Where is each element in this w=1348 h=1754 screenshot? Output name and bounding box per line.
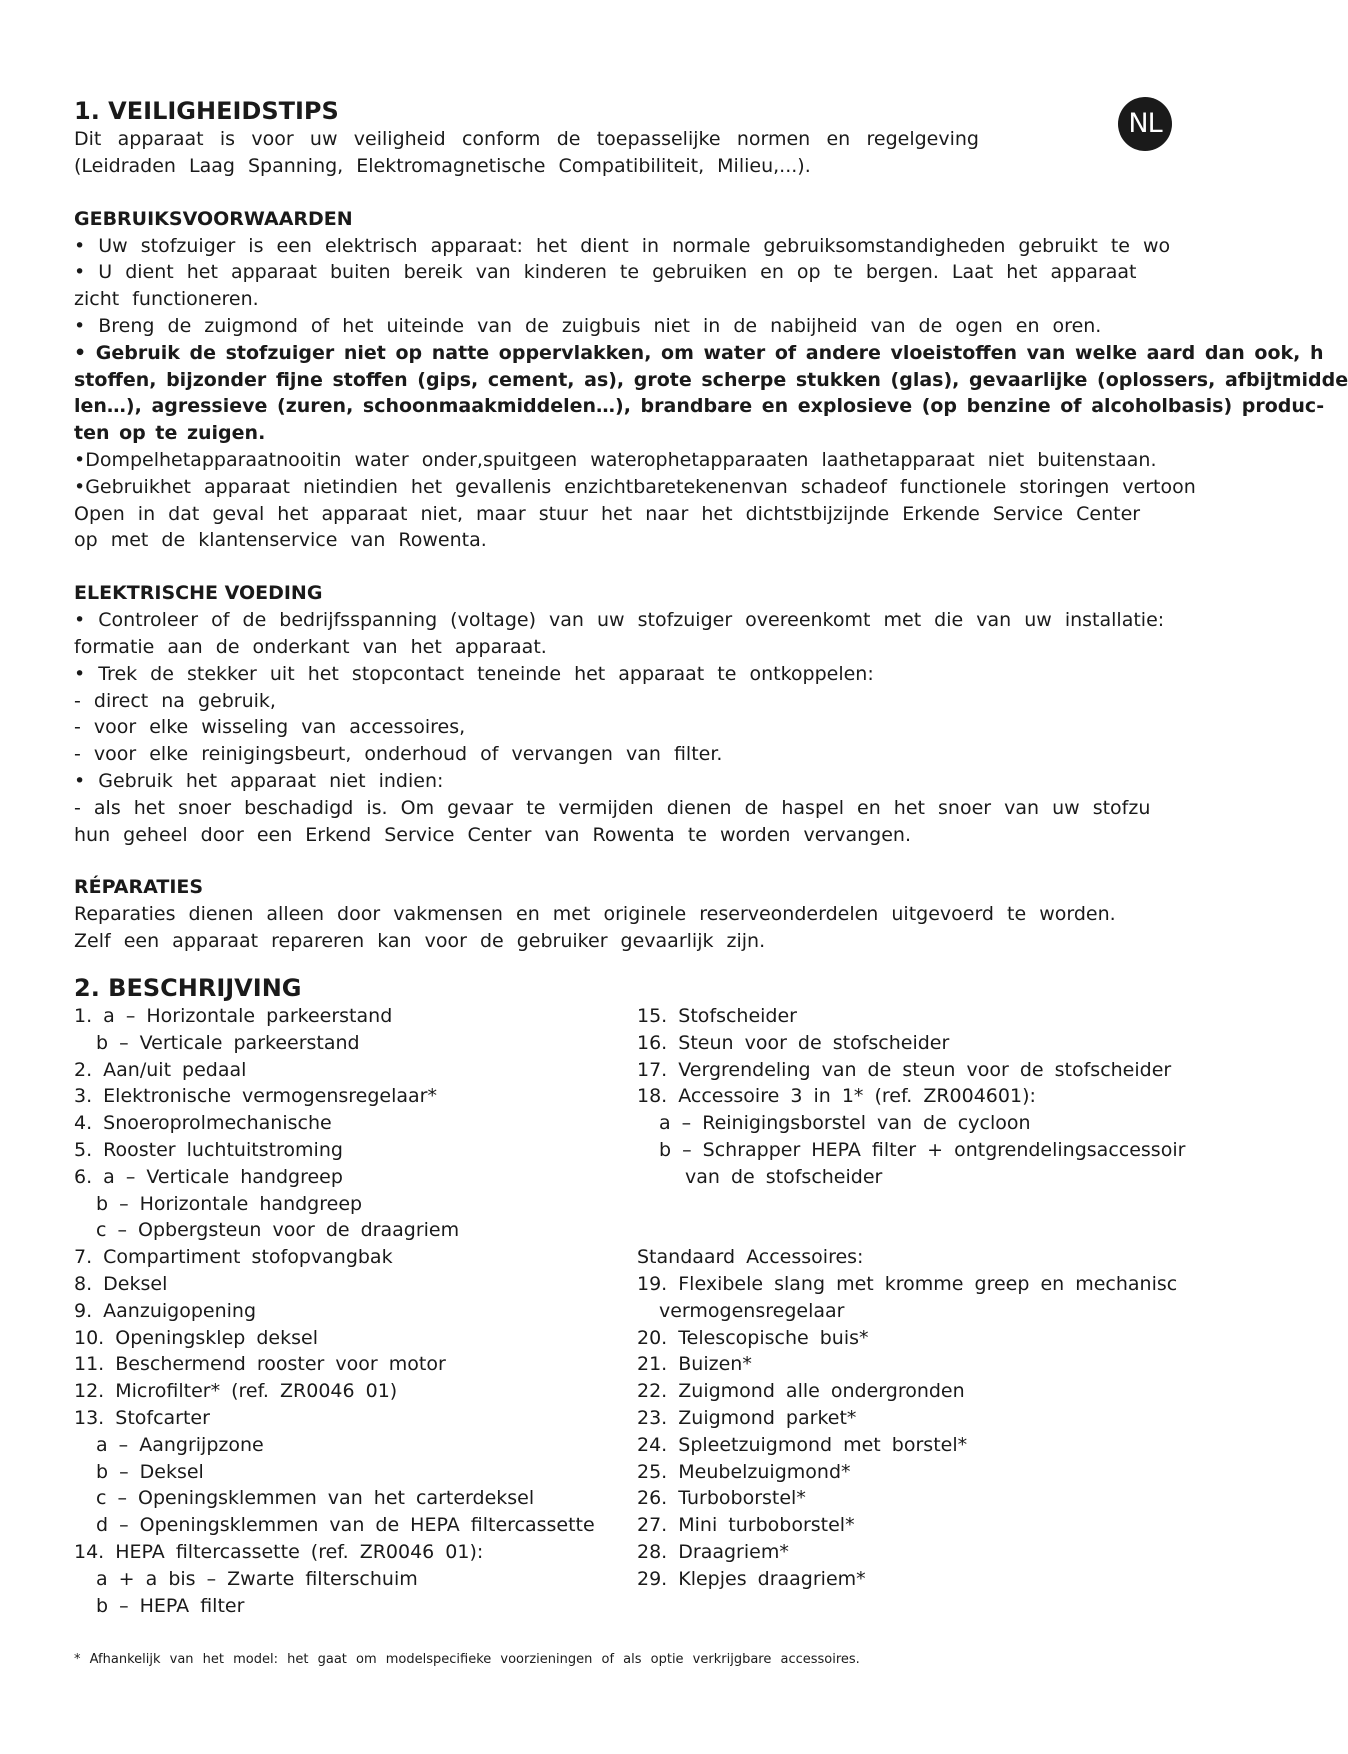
list-item: 26. Turboborstel* xyxy=(637,1487,806,1510)
parts-list-left xyxy=(74,1003,634,1619)
paragraph-line: zicht functioneren. xyxy=(74,288,259,311)
list-item: 14. HEPA filtercassette (ref. ZR0046 01): xyxy=(74,1540,484,1563)
list-item: b – Verticale parkeerstand xyxy=(96,1031,360,1054)
list-item: 27. Mini turboborstel* xyxy=(637,1514,855,1537)
paragraph-line: hun geheel door een Erkend Service Center van Rowenta te worden vervangen. xyxy=(74,823,911,846)
list-item: 4. Snoeroprolmechanische xyxy=(74,1112,332,1135)
paragraph-line: - voor elke wisseling van accessoires, xyxy=(74,716,466,739)
paragraph-line: Zelf een apparaat repareren kan voor de gebruiker gevaarlijk zijn. xyxy=(74,930,766,953)
paragraph-line: formatie aan de onderkant van het apparaat. xyxy=(74,635,547,658)
list-item: 5. Rooster luchtuitstroming xyxy=(74,1138,343,1161)
footnote: * Afhankelijk van het model: het gaat om modelspecifieke voorzieningen of als optie verkrijgbare accessoires. xyxy=(74,1652,860,1667)
list-item: 9. Aanzuigopening xyxy=(74,1299,257,1322)
list-item: b – Deksel xyxy=(96,1460,204,1483)
list-item: 7. Compartiment stofopvangbak xyxy=(74,1246,393,1269)
list-item: 15. Stofscheider xyxy=(637,1005,797,1027)
paragraph-line: •Dompelhetapparaatnooitin water onder,spuitgeen waterophetapparaaten laathetapparaat niet buitenstaan. xyxy=(74,448,1157,471)
list-item: van de stofscheider xyxy=(685,1165,883,1188)
paragraph-line: - als het snoer beschadigd is. Om gevaar te vermijden dienen de haspel en het snoer van uw stofzu xyxy=(74,796,1151,819)
paragraph-line: • Uw stofzuiger is een elektrisch apparaat: het dient in normale gebruiksomstandigheden gebruikt te wo xyxy=(74,234,1171,257)
list-item: 12. Microfilter* (ref. ZR0046 01) xyxy=(74,1380,398,1403)
list-item: b – Horizontale handgreep xyxy=(96,1192,363,1215)
subheading-repairs: RÉPARATIES xyxy=(74,876,204,899)
list-item: c – Opbergsteun voor de draagriem xyxy=(96,1219,460,1242)
list-item: 23. Zuigmond parket* xyxy=(637,1406,857,1429)
section-title-safety: 1. VEILIGHEIDSTIPS xyxy=(74,97,339,125)
intro-line: Dit apparaat is voor uw veiligheid conform de toepasselijke normen en regelgeving xyxy=(74,128,979,150)
subheading-power: ELEKTRISCHE VOEDING xyxy=(74,582,323,605)
parts-list-right xyxy=(637,1003,1241,1593)
list-item: 2. Aan/uit pedaal xyxy=(74,1058,247,1081)
list-item: b – Schrapper HEPA filter + ontgrendelingsaccessoir xyxy=(659,1138,1186,1161)
list-item: a – Aangrijpzone xyxy=(96,1433,264,1456)
list-item: 10. Openingsklep deksel xyxy=(74,1326,318,1349)
list-item: a – Reinigingsborstel van de cycloon xyxy=(659,1112,1031,1135)
paragraph-line: Reparaties dienen alleen door vakmensen en met originele reserveonderdelen uitgevoerd te worden. xyxy=(74,903,1116,926)
list-item: 21. Buizen* xyxy=(637,1353,752,1376)
list-item: 24. Spleetzuigmond met borstel* xyxy=(637,1433,968,1456)
list-item: 1. a – Horizontale parkeerstand xyxy=(74,1005,393,1027)
language-badge: NL xyxy=(1118,97,1172,151)
list-item: 11. Beschermend rooster voor motor xyxy=(74,1353,446,1376)
warning-line: stoffen, bijzonder fijne stoffen (gips, cement, as), grote scherpe stukken (glas), gevaarlijke (oplossers, afbijtmidde xyxy=(74,368,1348,391)
description-section xyxy=(74,973,1241,1617)
list-item: 25. Meubelzuigmond* xyxy=(637,1460,851,1483)
list-item: 18. Accessoire 3 in 1* (ref. ZR004601): xyxy=(637,1085,1036,1108)
paragraph-line: • Controleer of de bedrijfsspanning (voltage) van uw stofzuiger overeenkomt met die van uw installatie: xyxy=(74,609,1165,632)
intro-line: (Leidraden Laag Spanning, Elektromagnetische Compatibiliteit, Milieu,...). xyxy=(74,154,811,177)
paragraph-line: • Breng de zuigmond of het uiteinde van de zuigbuis niet in de nabijheid van de ogen en oren. xyxy=(74,314,1102,337)
safety-section xyxy=(74,96,1348,955)
paragraph-line: • U dient het apparaat buiten bereik van kinderen te gebruiken en op te bergen. Laat het apparaat xyxy=(74,261,1137,284)
paragraph-line: - direct na gebruik, xyxy=(74,689,276,712)
section-title-description: 2. BESCHRIJVING xyxy=(74,974,302,1002)
warning-line: len…), agressieve (zuren, schoonmaakmiddelen…), brandbare en explosieve (op benzine of alcoholbasis) produc- xyxy=(74,395,1325,418)
paragraph-line: •Gebruikhet apparaat nietindien het gevallenis enzichtbaretekenenvan schadeof functionele storingen vertoon xyxy=(74,475,1196,498)
paragraph-line: - voor elke reinigingsbeurt, onderhoud of vervangen van filter. xyxy=(74,743,723,766)
subheading-conditions: GEBRUIKSVOORWAARDEN xyxy=(74,207,353,230)
list-item: 17. Vergrendeling van de steun voor de stofscheider xyxy=(637,1058,1172,1081)
list-item: 29. Klepjes draagriem* xyxy=(637,1567,866,1590)
list-item: a + a bis – Zwarte filterschuim xyxy=(96,1567,418,1590)
warning-line: ten op te zuigen. xyxy=(74,422,266,445)
list-item: 19. Flexibele slang met kromme greep en mechanisc xyxy=(637,1272,1178,1295)
list-item: 6. a – Verticale handgreep xyxy=(74,1165,343,1188)
paragraph-line: Open in dat geval het apparaat niet, maar stuur het naar het dichtstbijzijnde Erkende Service Center xyxy=(74,502,1141,525)
list-item: 16. Steun voor de stofscheider xyxy=(637,1031,950,1054)
list-heading-standard: Standaard Accessoires: xyxy=(637,1246,864,1269)
list-item: 13. Stofcarter xyxy=(74,1406,210,1429)
paragraph-line: op met de klantenservice van Rowenta. xyxy=(74,529,487,552)
paragraph-line: • Gebruik het apparaat niet indien: xyxy=(74,769,444,792)
paragraph-line: • Trek de stekker uit het stopcontact teneinde het apparaat te ontkoppelen: xyxy=(74,662,874,685)
list-item: d – Openingsklemmen van de HEPA filtercassette xyxy=(96,1514,595,1537)
list-item: 28. Draagriem* xyxy=(637,1540,789,1563)
list-item: vermogensregelaar xyxy=(659,1299,845,1322)
list-item: 8. Deksel xyxy=(74,1272,168,1295)
list-item: c – Openingsklemmen van het carterdeksel xyxy=(96,1487,535,1510)
list-item: 20. Telescopische buis* xyxy=(637,1326,869,1349)
list-item: 22. Zuigmond alle ondergronden xyxy=(637,1380,965,1403)
list-item: b – HEPA filter xyxy=(96,1594,245,1617)
warning-line: • Gebruik de stofzuiger niet op natte oppervlakken, om water of andere vloeistoffen van welke aard dan ook, h xyxy=(74,341,1324,364)
list-item: 3. Elektronische vermogensregelaar* xyxy=(74,1085,437,1108)
